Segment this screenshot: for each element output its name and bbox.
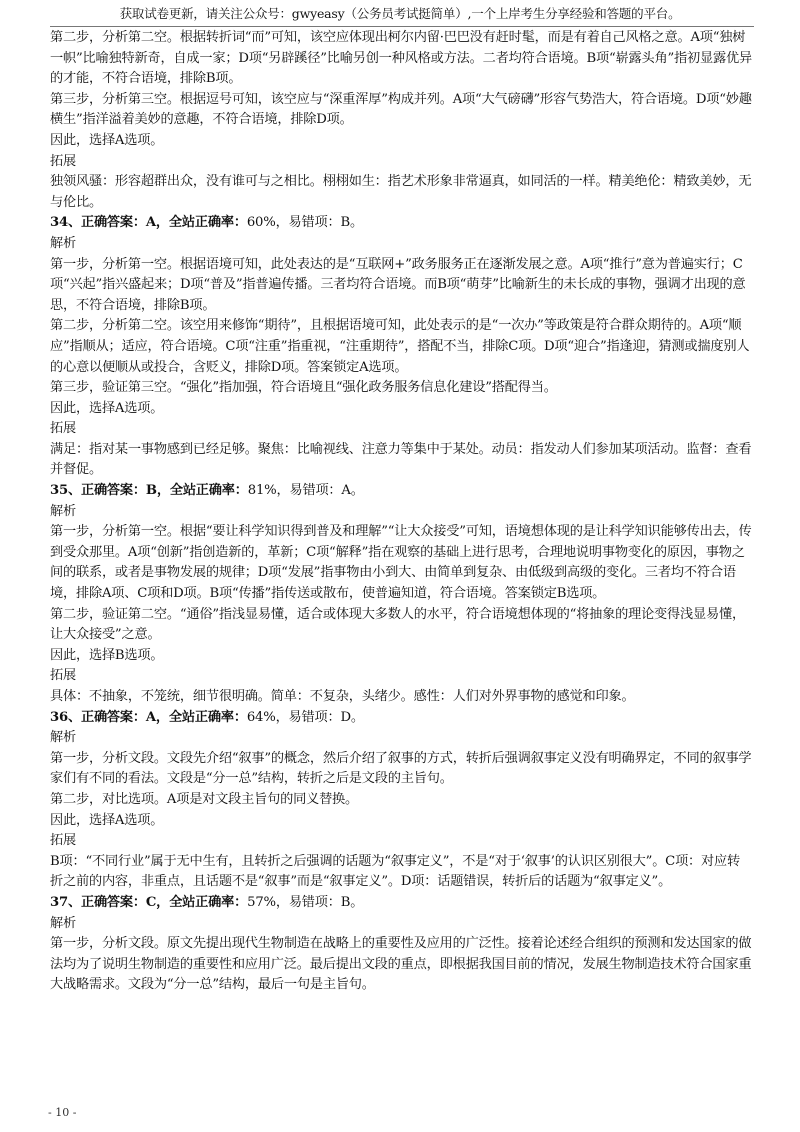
- question-37-header: 37、正确答案：C，全站正确率：57%，易错项：B。: [50, 894, 364, 910]
- question-35-paragraph: 第二步，验证第二空。“通俗”指浅显易懂，适合或体现大多数人的水平，符合语境想体现的“将抽象的理论变得浅显易懂，让大众接受”之意。: [50, 606, 745, 643]
- question-34-paragraph: 拓展: [50, 421, 76, 437]
- question-34-paragraph: 第三步，验证第三空。“强化”指加强，符合语境且“强化政务服务信息化建设”搭配得当。: [50, 380, 557, 396]
- question-36-paragraph: B项：“不同行业”属于无中生有，且转折之后强调的话题为“叙事定义”，不是“对于‘叙事’的认识区别很大”。C项：对应转折之前的内容，非重点，且话题不是“叙事”而是“叙事定义”。D项：话题错误，转折后的话题为“叙事定义”。: [50, 853, 741, 890]
- question-34-paragraph: 满足：指对某一事物感到已经足够。聚焦：比喻视线、注意力等集中于某处。动员：指发动人们参加某项活动。监督：查看并督促。: [50, 441, 752, 478]
- question-36-paragraph: 第二步，对比选项。A项是对文段主旨句的同义替换。: [50, 791, 359, 807]
- question-34-paragraph: 第一步，分析第一空。根据语境可知，此处表达的是“互联网+”政务服务正在逐渐发展之意。A项“推行”意为普遍实行；C项“兴起”指兴盛起来；D项“普及”指普遍传播。三者均符合语境。而B项“萌芽”比喻新生的未长成的事物，强调才出现的意思，不符合语境，排除B项。: [50, 256, 746, 313]
- question-36-paragraph: 因此，选择A选项。: [50, 812, 164, 828]
- question-35-paragraph: 拓展: [50, 668, 76, 684]
- intro-paragraph: 第三步，分析第三空。根据逗号可知，该空应与“深重浑厚”构成并列。A项“大气磅礴”形容气势浩大，符合语境。D项“妙趣横生”指洋溢着美妙的意趣，不符合语境，排除D项。: [50, 91, 752, 128]
- header-rule: [50, 26, 754, 27]
- intro-paragraph: 因此，选择A选项。: [50, 132, 164, 148]
- intro-paragraph: 第二步，分析第二空。根据转折词“而”可知，该空应体现出柯尔内留·巴巴没有赶时髦，而是有着自己风格之意。A项“独树一帜”比喻独特新奇，自成一家；D项“另辟蹊径”比喻另创一种风格或方法。二者均符合语境。B项“崭露头角”指初显露优异的才能，不符合语境，排除B项。: [50, 30, 752, 87]
- question-37-paragraph: 解析: [50, 915, 76, 931]
- page-header: 获取试卷更新，请关注公众号：gwyeasy（公务员考试挺简单）,一个上岸考生分享经验和答题的平台。: [119, 6, 681, 21]
- document-body: [50, 28, 752, 996]
- question-34-paragraph: 解析: [50, 235, 76, 251]
- page-number: - 10 -: [48, 1106, 77, 1119]
- question-34-header: 34、正确答案：A，全站正确率：60%，易错项：B。: [50, 215, 363, 231]
- question-36-paragraph: 第一步，分析文段。文段先介绍“叙事”的概念，然后介绍了叙事的方式，转折后强调叙事定义没有明确界定，不同的叙事学家们有不同的看法。文段是“分一总”结构，转折之后是文段的主旨句。: [50, 750, 752, 787]
- question-36-header: 36、正确答案：A，全站正确率：64%，易错项：D。: [50, 709, 364, 725]
- question-34-paragraph: 第二步，分析第二空。该空用来修饰“期待”，且根据语境可知，此处表示的是“一次办”等政策是符合群众期待的。A项“顺应”指顺从；适应，符合语境。C项“注重”指重视，“注重期待”，搭配不当，排除C项。D项“迎合”指逢迎，猜测或揣度别人的心意以便顺从或投合，含贬义，排除D项。答案锁定A选项。: [50, 318, 750, 375]
- question-35-paragraph: 因此，选择B选项。: [50, 647, 164, 663]
- question-35-paragraph: 第一步，分析第一空。根据“要让科学知识得到普及和理解”“让大众接受”可知，语境想体现的是让科学知识能够传出去，传到受众那里。A项“创新”指创造新的，革新；C项“解释”指在观察的基础上进行思考，合理地说明事物变化的原因，事物之间的联系，或者是事物发展的规律；D项“发展”指事物由小到大、由简单到复杂、由低级到高级的变化。三者均不符合语境，排除A项、C项和D项。B项“传播”指传送或散布，使普遍知道，符合语境。答案锁定B选项。: [50, 524, 752, 602]
- question-34-paragraph: 因此，选择A选项。: [50, 400, 164, 416]
- intro-paragraph: 独领风骚：形容超群出众，没有谁可与之相比。栩栩如生：指艺术形象非常逼真，如同活的一样。精美绝伦：精致美妙，无与伦比。: [50, 174, 752, 210]
- question-35-paragraph: 具体：不抽象，不笼统，细节很明确。简单：不复杂，头绪少。感性：人们对外界事物的感觉和印象。: [50, 689, 635, 704]
- question-37-paragraph: 第一步，分析文段。原文先提出现代生物制造在战略上的重要性及应用的广泛性。接着论述经合组织的预测和发达国家的做法均为了说明生物制造的重要性和应用广泛。最后提出文段的重点，即根据我国目前的情况，发展生物制造技术符合国家重大战略需求。文段为“分一总”结构，最后一句是主旨句。: [50, 936, 752, 993]
- question-35-header: 35、正确答案：B，全站正确率：81%，易错项：A。: [50, 483, 364, 499]
- question-36-paragraph: 解析: [50, 730, 76, 746]
- question-35-paragraph: 解析: [50, 503, 76, 519]
- intro-paragraph: 拓展: [50, 153, 76, 169]
- question-36-paragraph: 拓展: [50, 833, 76, 849]
